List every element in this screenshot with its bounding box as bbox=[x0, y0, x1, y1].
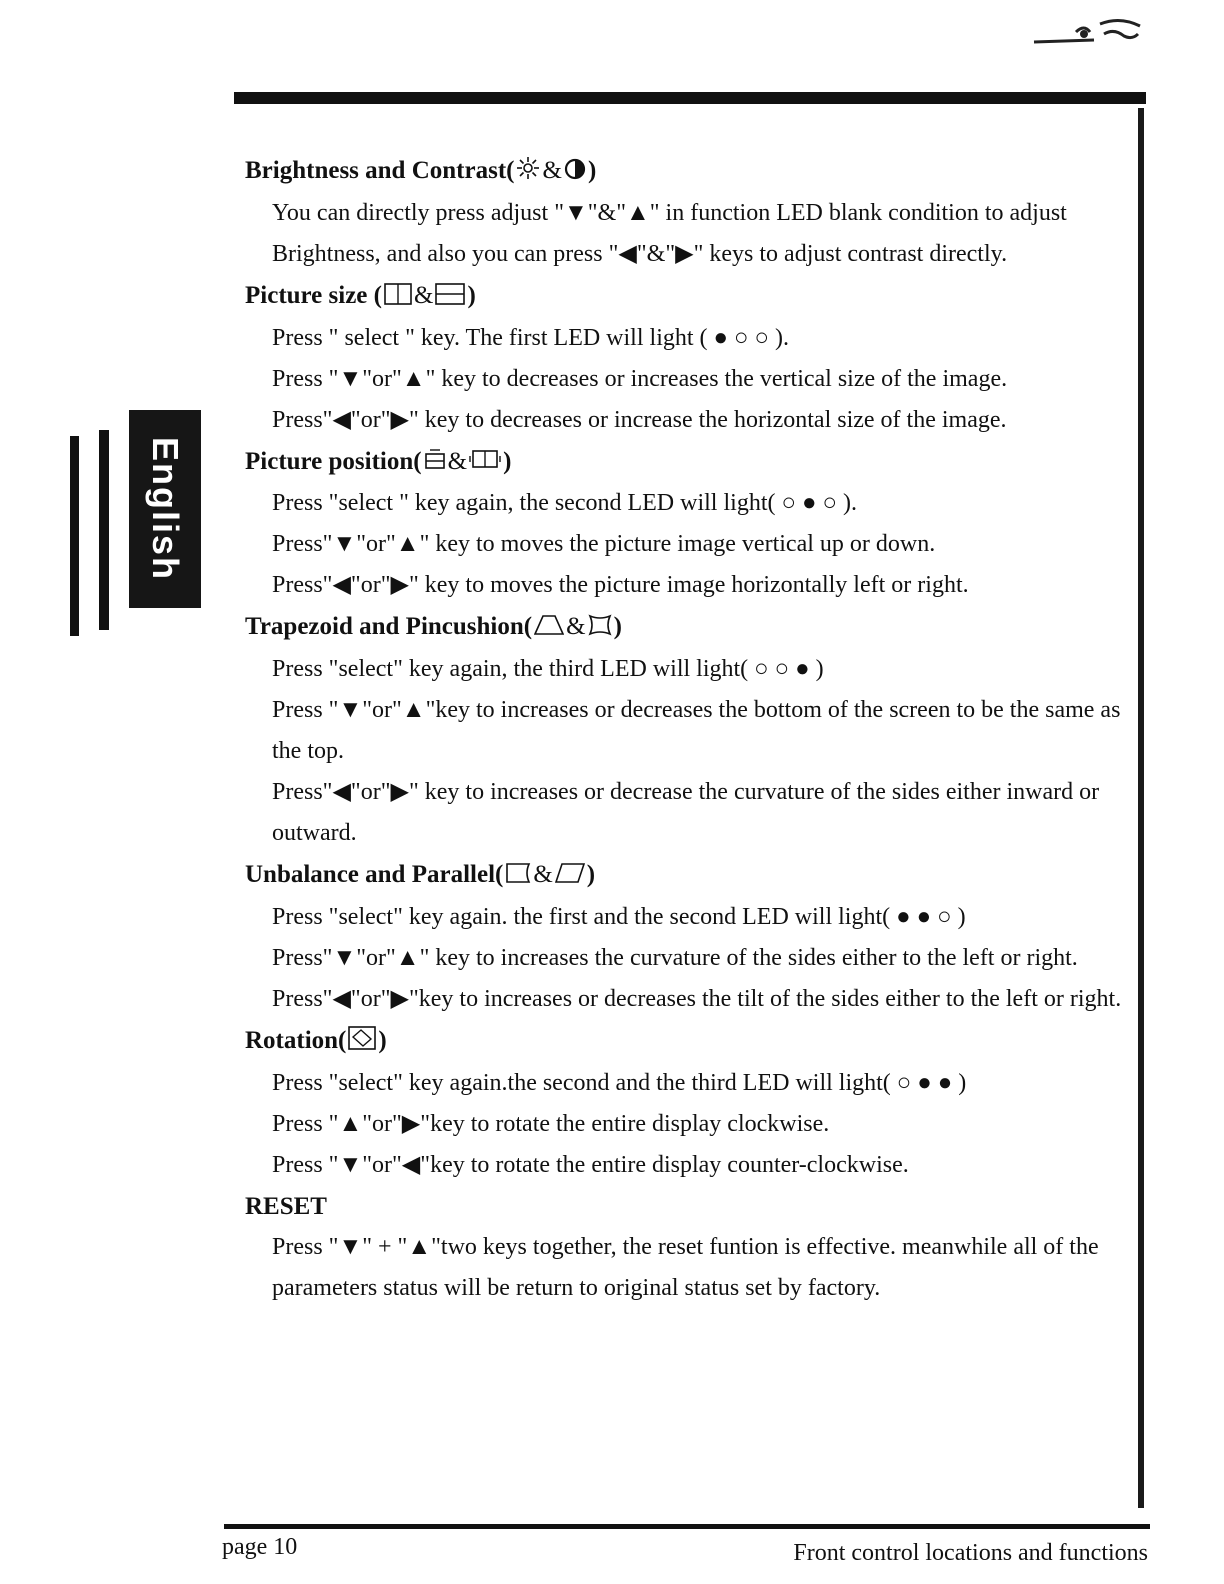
parallel-icon bbox=[555, 856, 585, 897]
section-rotation bbox=[245, 1020, 1135, 1186]
bottom-rule bbox=[224, 1524, 1150, 1529]
instruction-text: Press"◀"or"▶" key to moves the picture image horizontally left or right. bbox=[272, 572, 969, 599]
instruction-text: You can directly press adjust "▼"&"▲" in function LED blank condition to adjust Brightness, and also you can press "◀"&"▶" keys to adjust contrast directly. bbox=[272, 199, 1067, 267]
horizontal-size-icon bbox=[435, 277, 465, 318]
ampersand: & bbox=[566, 613, 586, 641]
section-title-close: ) bbox=[467, 281, 476, 309]
instruction-text: Press"◀"or"▶" key to decreases or increase the horizontal size of the image. bbox=[272, 406, 1007, 433]
left-margin-bar bbox=[70, 436, 79, 636]
corner-scan-mark bbox=[1024, 14, 1144, 48]
section-brightness-and-contrast bbox=[245, 150, 1135, 275]
section-title-close: ) bbox=[503, 447, 512, 475]
instruction-text: Press "select" key again. the first and the second LED will light( ● ● ○ ) bbox=[272, 903, 966, 930]
instruction-text: Press"◀"or"▶" key to increases or decrease the curvature of the sides either inward or outward. bbox=[272, 779, 1100, 847]
section-title: Picture size ( bbox=[245, 281, 382, 309]
section-reset bbox=[245, 1186, 1135, 1309]
section-heading bbox=[245, 441, 1135, 484]
pincushion-icon bbox=[588, 608, 612, 649]
section-heading bbox=[245, 1186, 1135, 1227]
trapezoid-icon bbox=[534, 608, 564, 649]
section-heading bbox=[245, 275, 1135, 318]
section-picture-position bbox=[245, 441, 1135, 607]
instruction-text: Press "▼" + "▲"two keys together, the reset funtion is effective. meanwhile all of the parameters status will be return to original status set by factory. bbox=[272, 1233, 1099, 1301]
language-tab-label: English bbox=[145, 436, 186, 582]
ampersand: & bbox=[447, 447, 468, 475]
section-heading bbox=[245, 150, 1135, 193]
ampersand: & bbox=[413, 281, 434, 309]
instruction-text: Press "select" key again, the third LED will light( ○ ○ ● ) bbox=[272, 656, 824, 683]
right-edge-rule bbox=[1138, 108, 1144, 1508]
vertical-size-icon bbox=[384, 277, 412, 318]
contrast-icon bbox=[564, 152, 586, 193]
section-heading bbox=[245, 1020, 1135, 1063]
instruction-text: Press " select " key. The first LED will light ( ● ○ ○ ). bbox=[272, 324, 789, 351]
language-tab bbox=[129, 410, 201, 608]
section-trapezoid-and-pincushion bbox=[245, 606, 1135, 854]
sun-icon bbox=[516, 152, 540, 193]
page-number: page 10 bbox=[222, 1534, 298, 1560]
section-picture-size bbox=[245, 275, 1135, 441]
instruction-text: Press "▼"or"▲" key to decreases or increases the vertical size of the image. bbox=[272, 365, 1008, 392]
section-title-close: ) bbox=[586, 861, 596, 889]
instruction-text: Press"◀"or"▶"key to increases or decreases the tilt of the sides either to the left or right. bbox=[272, 985, 1122, 1012]
instruction-text: Press"▼"or"▲" key to increases the curvature of the sides either to the left or right. bbox=[272, 944, 1078, 971]
section-title: Unbalance and Parallel( bbox=[245, 861, 504, 889]
section-title: Picture position( bbox=[245, 447, 422, 475]
unbalance-icon bbox=[505, 856, 531, 897]
chapter-title: Front control locations and functions bbox=[793, 1540, 1148, 1566]
section-title: Rotation( bbox=[245, 1026, 347, 1054]
instruction-text: Press "select" key again.the second and the third LED will light( ○ ● ● ) bbox=[272, 1069, 967, 1096]
instruction-text: Press "▼"or"◀"key to rotate the entire display counter-clockwise. bbox=[272, 1151, 909, 1178]
section-heading bbox=[245, 854, 1135, 897]
instruction-text: Press "▼"or"▲"key to increases or decreases the bottom of the screen to be the same as the top. bbox=[272, 697, 1121, 765]
ampersand: & bbox=[533, 861, 553, 889]
left-margin-bar bbox=[99, 430, 109, 630]
section-unbalance-and-parallel bbox=[245, 854, 1135, 1020]
section-title-close: ) bbox=[613, 613, 622, 641]
ampersand: & bbox=[542, 157, 562, 184]
instruction-text: Press "▲"or"▶"key to rotate the entire display clockwise. bbox=[272, 1110, 830, 1137]
manual-content bbox=[245, 150, 1135, 1309]
section-title: RESET bbox=[245, 1192, 327, 1220]
section-title-close: ) bbox=[587, 157, 597, 184]
instruction-text: Press"▼"or"▲" key to moves the picture image vertical up or down. bbox=[272, 531, 936, 558]
rotation-icon bbox=[348, 1022, 376, 1063]
top-rule bbox=[234, 92, 1146, 104]
section-title-close: ) bbox=[378, 1026, 387, 1054]
horizontal-position-icon bbox=[469, 442, 501, 483]
section-title: Brightness and Contrast( bbox=[245, 157, 515, 184]
section-title: Trapezoid and Pincushion( bbox=[245, 613, 533, 641]
vertical-position-icon bbox=[424, 442, 446, 483]
section-heading bbox=[245, 606, 1135, 649]
instruction-text: Press "select " key again, the second LED will light( ○ ● ○ ). bbox=[272, 490, 857, 517]
